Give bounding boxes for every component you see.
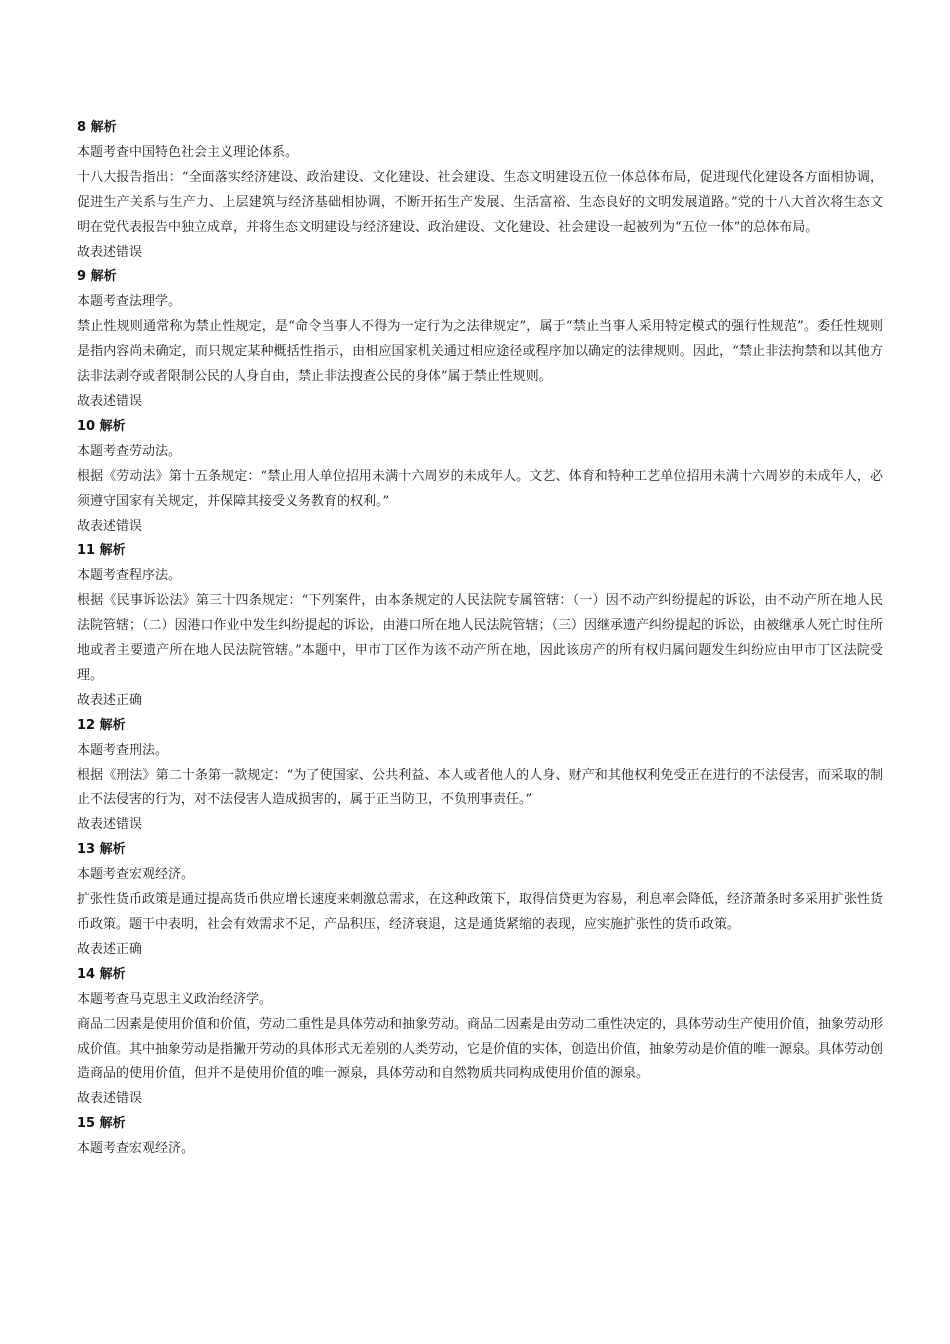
section-heading: 14 解析 [77, 966, 126, 982]
section-heading: 13 解析 [77, 842, 126, 858]
section-11 [77, 539, 883, 713]
topic-line: 本题考查刑法。 [77, 742, 169, 758]
section-heading: 12 解析 [77, 717, 126, 733]
conclusion-line: 故表述错误 [77, 393, 143, 409]
explanation-paragraph: 扩张性货币政策是通过提高货币供应增长速度来刺激总需求，在这种政策下，取得信贷更为容易，利息率会降低，经济萧条时多采用扩张性货币政策。题干中表明，社会有效需求不足，产品积压，经济衰退，这是通货紧缩的表现，应实施扩张性的货币政策。 [77, 892, 884, 932]
section-10 [77, 415, 883, 540]
section-8 [77, 116, 883, 265]
section-13 [77, 838, 883, 963]
section-15 [77, 1112, 883, 1162]
conclusion-line: 故表述正确 [77, 941, 143, 957]
explanation-paragraph: 根据《劳动法》第十五条规定：“禁止用人单位招用未满十六周岁的未成年人。文艺、体育和特种工艺单位招用未满十六周岁的未成年人，必须遵守国家有关规定，并保障其接受义务教育的权利。” [77, 468, 883, 509]
topic-line: 本题考查劳动法。 [77, 443, 182, 459]
topic-line: 本题考查法理学。 [77, 294, 182, 310]
section-heading: 9 解析 [77, 269, 117, 285]
explanation-paragraph: 根据《刑法》第二十条第一款规定：“为了使国家、公共利益、本人或者他人的人身、财产和其他权利免受正在进行的不法侵害，而采取的制止不法侵害的行为，对不法侵害人造成损害的，属于正当防卫，不负刑事责任。” [77, 767, 883, 808]
explanation-paragraph: 根据《民事诉讼法》第三十四条规定：“下列案件，由本条规定的人民法院专属管辖：（一）因不动产纠纷提起的诉讼，由不动产所在地人民法院管辖；（二）因港口作业中发生纠纷提起的诉讼，由港口所在地人民法院管辖；（三）因继承遗产纠纷提起的诉讼，由被继承人死亡时住所地或者主要遗产所在地人民法院管辖。”本题中，甲市丁区作为该不动产所在地，因此该房产的所有权归属问题发生纠纷应由甲市丁区法院受理。 [77, 593, 884, 683]
topic-line: 本题考查马克思主义政治经济学。 [77, 991, 273, 1007]
explanation-paragraph: 禁止性规则通常称为禁止性规定，是“命令当事人不得为一定行为之法律规定”，属于“禁止当事人采用特定模式的强行性规范”。委任性规则是指内容尚未确定，而只规定某种概括性指示，由相应国家机关通过相应途径或程序加以确定的法律规则。因此，“禁止非法拘禁和以其他方法非法剥夺或者限制公民的人身自由，禁止非法搜查公民的身体”属于禁止性规则。 [77, 319, 883, 385]
conclusion-line: 故表述错误 [77, 244, 143, 260]
conclusion-line: 故表述错误 [77, 1091, 143, 1107]
section-heading: 15 解析 [77, 1116, 126, 1132]
topic-line: 本题考查程序法。 [77, 568, 182, 584]
section-9 [77, 265, 883, 414]
section-heading: 8 解析 [77, 120, 117, 135]
explanation-paragraph: 商品二因素是使用价值和价值，劳动二重性是具体劳动和抽象劳动。商品二因素是由劳动二重性决定的，具体劳动生产使用价值，抽象劳动形成价值。其中抽象劳动是指撇开劳动的具体形式无差别的人类劳动，它是价值的实体，创造出价值，抽象劳动是价值的唯一源泉。具体劳动创造商品的使用价值，但并不是使用价值的唯一源泉，具体劳动和自然物质共同构成使用价值的源泉。 [77, 1016, 884, 1082]
conclusion-line: 故表述正确 [77, 692, 143, 708]
explanation-paragraph: 十八大报告指出：“全面落实经济建设、政治建设、文化建设、社会建设、生态文明建设五位一体总体布局，促进现代化建设各方面相协调，促进生产关系与生产力、上层建筑与经济基础相协调，不断开拓生产发展、生活富裕、生态良好的文明发展道路。”党的十八大首次将生态文明在党代表报告中独立成章，并将生态文明建设与经济建设、政治建设、文化建设、社会建设一起被列为“五位一体”的总体布局。 [77, 169, 883, 235]
section-14 [77, 963, 883, 1112]
section-12 [77, 714, 883, 839]
conclusion-line: 故表述错误 [77, 518, 143, 534]
topic-line: 本题考查宏观经济。 [77, 867, 195, 883]
document-page [77, 116, 883, 1162]
section-heading: 11 解析 [77, 543, 126, 559]
topic-line: 本题考查中国特色社会主义理论体系。 [77, 144, 299, 160]
section-heading: 10 解析 [77, 418, 126, 434]
topic-line: 本题考查宏观经济。 [77, 1141, 195, 1157]
conclusion-line: 故表述错误 [77, 817, 143, 833]
